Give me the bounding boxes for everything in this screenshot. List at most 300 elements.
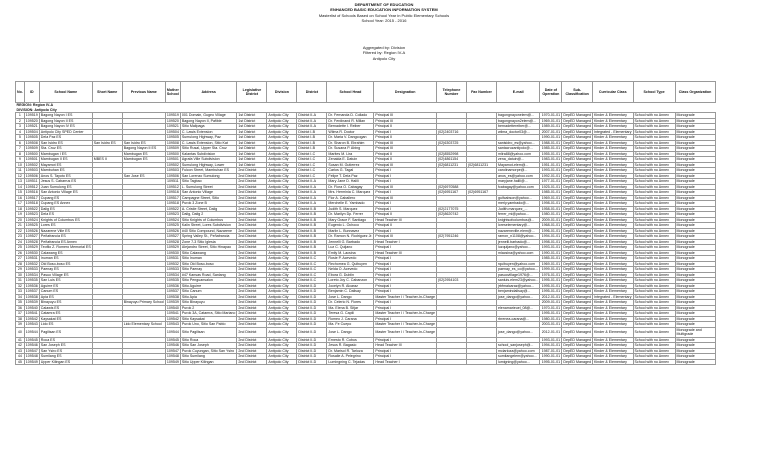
table-cell: School with no Annex (633, 354, 675, 360)
table-cell: Head Teacher I (374, 359, 437, 365)
table-cell: Principal III (374, 234, 437, 240)
table-cell: District II-C (297, 256, 327, 262)
header-line-department: DEPARTMENT OF EDUCATION (354, 2, 414, 7)
table-cell: Monograde (675, 146, 715, 152)
table-cell: 1990-01-01 (541, 250, 561, 255)
table-cell: School with no Annex (633, 272, 675, 278)
table-cell: Kinder & Elementary (592, 201, 633, 207)
table-cell: 109503 (166, 168, 179, 173)
table-cell: Integrated - Elementary (593, 129, 632, 134)
table-cell: #47 Kansas Road, Sanlang (180, 272, 237, 278)
table-cell: Monograde (675, 223, 715, 229)
table-cell: 1990-01-01 (541, 135, 561, 140)
table-cell: Sitio Rusal, Upper Sta. Cruz (180, 146, 237, 152)
table-cell: 1995-01-01 (541, 278, 561, 283)
table-cell: Sitio San Joseph (180, 343, 237, 349)
table-cell: Monograde (675, 129, 715, 135)
table-cell: Monograde (675, 245, 715, 251)
table-cell: 1980-01-01 (541, 212, 561, 217)
table-cell: Antipolo City (267, 113, 297, 119)
table-cell: Cupang ES Annex (39, 201, 92, 207)
table-header-row (16, 82, 716, 103)
table-cell: Ma. Fe Cuepo (327, 322, 374, 328)
table-cell: DepED Managed (563, 113, 591, 118)
table-cell: Kinder & Elementary (592, 354, 633, 360)
table-cell: 109520 (25, 118, 38, 123)
table-cell: merly.yambado@... (496, 201, 539, 207)
table-cell: Principal I (374, 173, 437, 179)
table-cell: Calawang ES (39, 250, 92, 256)
table-cell: 34 (16, 294, 25, 300)
table-cell: Sitio Kaysakat (180, 316, 237, 322)
table-cell: 2nd District (237, 337, 267, 343)
table-cell: (02)6811231 (466, 162, 496, 168)
table-cell: anos_es@yahoo.com (496, 173, 539, 179)
table-cell: Kinder & Elementary (592, 113, 633, 119)
table-cell: Lido ES (39, 322, 92, 328)
table-cell: Head Teacher III (374, 343, 437, 349)
table-cell: 2003-01-01 (541, 322, 561, 327)
table-cell: 23 (16, 234, 25, 240)
table-cell: Kinder & Elementary (592, 261, 633, 267)
table-cell: 2nd District (237, 195, 267, 201)
table-cell: Monograde (675, 217, 715, 223)
table-cell: Sumulong Highway, Lower (180, 162, 237, 168)
table-cell: Principal I (374, 337, 437, 343)
table-cell: District I-C (297, 151, 327, 157)
table-cell: 109532 (166, 261, 179, 266)
table-cell: School with no Annex (633, 179, 675, 185)
table-cell: 109533 (166, 267, 179, 272)
table-cell: Antipolo City (267, 245, 297, 251)
table-cell: Principal II (374, 124, 437, 130)
table-cell: luzquijano@yahoo... (496, 245, 539, 251)
table-cell: District II-D (297, 289, 327, 295)
table-cell: Antipolo City (267, 168, 297, 174)
table-row (16, 359, 716, 365)
table-cell: Purok Cuyungan, Sitio San Ysiro (180, 348, 237, 354)
table-cell: C. Lawis Extension (180, 129, 237, 135)
table-cell: School with no Annex (633, 212, 675, 218)
table-cell: 109537 (25, 289, 38, 294)
table-cell: Head Teacher I (374, 239, 437, 245)
table-cell: DepED Managed (563, 267, 591, 272)
column-header: Designation (374, 82, 437, 103)
table-cell: Kinder & Elementary (592, 316, 633, 322)
table-cell: District I-C (297, 157, 327, 163)
table-cell: 109516 (166, 190, 179, 195)
table-cell: 27 (16, 256, 25, 262)
table-cell: District II-D (297, 305, 327, 311)
table-cell: (02)8552998 (436, 151, 466, 157)
table-cell: (02)2177075 (436, 206, 466, 212)
table-cell: 2nd District (237, 239, 267, 245)
table-cell: Monograde (675, 267, 715, 273)
table-cell: Luz C. Quijano (327, 245, 374, 251)
table-cell: 109536 (166, 283, 179, 288)
table-cell: District II-C (297, 278, 327, 284)
table-cell: Monograde (675, 118, 715, 124)
table-cell: 1987-01-01 (541, 348, 561, 353)
table-cell (466, 327, 496, 337)
table-cell: Mambugan II ES (39, 157, 92, 163)
column-header: District (297, 82, 327, 103)
table-cell: 109527 (25, 234, 38, 239)
table-cell: 22 (16, 228, 25, 234)
table-cell: DepED Managed (563, 322, 591, 327)
table-cell: lumigning@yahoo... (496, 359, 539, 365)
table-cell: 109544 (24, 327, 39, 337)
table-cell: sanisidro_es@yahoo... (496, 140, 539, 146)
table-cell: Kinder & Elementary (592, 289, 633, 295)
table-cell: Antipolo City (267, 337, 297, 343)
table-cell: elenamarieuel_08@... (496, 305, 539, 311)
table-cell: District II-D (297, 300, 327, 306)
table-cell: Monograde (675, 184, 715, 190)
table-cell: Kinder & Elementary (592, 217, 633, 223)
table-cell: Dr. Marilyn Dp. Ferrer (327, 212, 374, 218)
table-cell: DepED Managed (563, 140, 591, 145)
table-cell: District II-B (297, 212, 327, 218)
table-cell: Rechomea G. Quibuyen (327, 261, 374, 267)
table-cell: 6 (16, 140, 25, 146)
table-cell: 8 (16, 151, 25, 157)
table-cell: Monograde (675, 179, 715, 185)
table-cell: 109518 (25, 201, 38, 206)
table-cell: School with no Annex (633, 300, 675, 306)
table-cell: 109530 (25, 250, 38, 255)
table-cell: 109545 (166, 337, 179, 342)
column-header: Class Organization (675, 82, 715, 103)
table-cell: Monograde (675, 300, 715, 306)
table-cell: 109543 (25, 322, 38, 327)
table-cell: 109523 (25, 212, 38, 217)
table-cell: (02)6951167 (436, 190, 466, 196)
table-cell: DepED Managed (563, 305, 591, 310)
table-cell: bernadettereiber@... (496, 124, 539, 130)
table-cell: Merchelle E. Yambado (327, 201, 374, 207)
table-cell: Sitio Roca (180, 337, 237, 343)
table-cell: 40 (16, 327, 25, 337)
table-cell: Monograde (675, 322, 715, 328)
table-cell (122, 359, 165, 365)
column-header: Short Name (92, 82, 122, 103)
table-cell: Principal I (374, 179, 437, 185)
table-cell: Kinder & Elementary (592, 173, 633, 179)
table-cell: Monograde (675, 305, 715, 311)
table-cell: Principal I (374, 261, 437, 267)
table-cell: sumilangelem@yahoo... (496, 354, 539, 360)
table-cell: District II-B (297, 223, 327, 229)
table-cell: Paenay ES (39, 267, 92, 273)
table-cell: Wilma R. Doctor (327, 129, 374, 135)
table-cell: mlira88@yahoo.com (496, 151, 539, 157)
table-cell: Sitio Paenay (180, 267, 237, 273)
table-cell (92, 327, 122, 337)
table-cell: knightsofcolumbus@... (496, 217, 539, 223)
table-cell: Antipolo City (267, 129, 297, 135)
table-cell: Antipolo City (267, 327, 297, 337)
table-cell: School with no Annex (633, 337, 675, 343)
table-cell: Antipolo City (267, 272, 297, 278)
table-cell: Knights of Columbus ES (39, 217, 92, 223)
table-cell: Monograde (675, 140, 715, 146)
table-cell: 109526 (25, 228, 38, 233)
table-cell: 2nd District (237, 245, 267, 251)
table-cell: Master Teacher I / Teacher-In-Charge (375, 322, 435, 327)
table-cell: Monograde (675, 311, 715, 317)
table-cell: 2nd District (237, 300, 267, 306)
table-cell: School with no Annex (633, 267, 675, 273)
table-cell: 2012-01-01 (540, 327, 562, 337)
column-header: ID (24, 82, 39, 103)
table-cell: 45 (16, 359, 25, 365)
table-cell: Principal I (374, 278, 437, 284)
table-cell: ramon_n1108@yahoo... (496, 234, 539, 240)
table-cell: Kinder & Elementary (592, 206, 633, 212)
table-cell: jennelli.barbado@... (496, 239, 539, 245)
table-cell: 109508 (25, 140, 38, 145)
table-cell: District II-A (297, 190, 327, 196)
table-cell: School with no Annex (633, 195, 675, 201)
table-cell: Kinder & Elementary (592, 184, 633, 190)
table-cell: 7 (16, 146, 25, 152)
table-cell: District II-D (297, 354, 327, 360)
table-cell: 2nd District (237, 322, 267, 328)
table-cell: 109539 (25, 300, 38, 305)
table-cell: #40 Sitio Compound, Nazarene (180, 228, 237, 234)
table-cell: 15 (16, 190, 25, 196)
table-cell: 32 (16, 283, 25, 289)
table-cell: mclarloza@yahoo.com (496, 348, 539, 354)
table-cell: Monograde (675, 157, 715, 163)
table-cell: 109528 (25, 239, 38, 244)
table-cell: Antipolo City SPED Center (39, 129, 92, 135)
table-cell: Principal I (374, 228, 437, 234)
table-cell: 109504 (166, 129, 179, 134)
table-cell: Kinder & Elementary (592, 348, 633, 354)
table-cell (122, 327, 165, 337)
table-cell: Bernadette I. Reiber (327, 124, 374, 130)
table-cell: Principal I (374, 305, 437, 311)
table-cell: Monograde (675, 239, 715, 245)
table-cell: Head Teacher III (374, 250, 437, 256)
table-cell: Principal III (374, 162, 437, 168)
table-cell: 1998-01-01 (541, 201, 561, 206)
table-cell: Antipolo City (267, 256, 297, 262)
table-cell: Bagong Nayon II, Pafible (180, 118, 237, 124)
table-cell: (02)6811231 (436, 162, 466, 168)
table-cell: DepED Managed (563, 300, 591, 305)
table-cell: Calawis ES (39, 305, 92, 311)
table-cell: Rosie P. Acevedo (327, 256, 374, 262)
table-cell: Antipolo City (267, 206, 297, 212)
table-cell: 2nd District (237, 190, 267, 196)
column-header: Curricular Class (592, 82, 633, 103)
table-cell: Monograde (675, 228, 715, 234)
table-cell: Dr. Flora O. Cabagay (327, 184, 374, 190)
table-cell: Flor A. Caballero (327, 195, 374, 201)
table-cell: 109540 (25, 305, 38, 310)
table-cell: 30 (16, 272, 25, 278)
table-cell: District II-D (297, 322, 327, 328)
table-cell: School with no Annex (633, 256, 675, 262)
table-cell: Integrated - Elementary (593, 294, 632, 299)
table-cell: 109501 (166, 157, 179, 162)
table-cell: (02)4861154 (436, 157, 466, 163)
table-cell: Monograde (675, 294, 715, 300)
table-cell: Bagong Nayon IV ES (39, 124, 92, 130)
table-cell: Bagong Nayon II ES (39, 118, 92, 124)
table-cell: DepED Managed (563, 168, 591, 173)
table-cell: DepED Managed (563, 129, 591, 134)
table-cell: Sumilang ES (39, 354, 92, 360)
table-cell: (02)6951167 (466, 190, 496, 196)
table-cell: DepED Managed (563, 348, 591, 353)
table-cell: Antipolo City (267, 118, 297, 124)
table-cell: Dalig ES (39, 206, 92, 212)
table-cell: 33 (16, 289, 25, 295)
table-cell: 24 (16, 239, 25, 245)
table-cell: Purok 3A, Catamra, Sitio Mariano (181, 311, 236, 316)
table-cell: sanluis.elem23@yahoo... (497, 278, 539, 283)
table-cell: 10 (16, 162, 25, 168)
table-cell: Principal I (374, 256, 437, 262)
table-cell: 109512 (25, 184, 38, 189)
division-label: DIVISION: Antipolo City (16, 107, 57, 112)
table-cell: santacruzantipolo@... (496, 146, 539, 152)
table-cell: 1st District (237, 124, 267, 130)
table-cell: Principal I (374, 283, 437, 289)
table-cell: School with no Annex (633, 316, 675, 322)
table-cell: Monograde (675, 283, 715, 289)
table-cell: School with no Annex (633, 190, 675, 196)
table-cell: Apia ES (39, 294, 92, 300)
table-cell: DepED Managed (563, 239, 591, 244)
table-cell: Antipolo City (267, 195, 297, 201)
table-cell: Principal II (374, 212, 437, 218)
table-cell: 16 (16, 195, 25, 201)
table-cell: Kinder & Elementary (592, 283, 633, 289)
table-cell: 109500 (25, 151, 38, 156)
table-cell: 21 (16, 223, 25, 229)
table-cell: Principal I (374, 206, 437, 212)
table-cell: District I-B (297, 135, 327, 141)
table-cell: 109516 (25, 190, 38, 195)
table-cell: School with no Annex (633, 239, 675, 245)
table-cell: Dela Paz ES (39, 135, 92, 141)
table-cell: Dr. Ramon N. Rodriguez Jr. (328, 234, 373, 239)
table-cell: 2nd District (237, 212, 267, 218)
table-cell: Antipolo City (267, 267, 297, 273)
table-cell: School with no Annex (633, 113, 675, 119)
table-cell: Jennelli G. Barbado (327, 239, 374, 245)
table-cell: 1989-01-01 (541, 124, 561, 129)
table-cell: District I-C (297, 173, 327, 179)
table-cell: Sitio Calawang (180, 250, 237, 256)
aggregated-by: Aggregated by: Division (362, 45, 406, 50)
table-cell: Kinder & Elementary (592, 239, 633, 245)
table-cell: District II-D (297, 343, 327, 349)
table-cell: DepED Managed (563, 124, 591, 129)
table-cell: San Joseph ES (39, 343, 92, 349)
table-cell: 1st District (237, 146, 267, 152)
table-cell: DepED Managed (563, 261, 591, 266)
table-cell: Kinder & Elementary (592, 223, 633, 229)
column-header: Division (267, 82, 297, 103)
table-cell: Ma. Elena B. Sitjar (327, 305, 374, 311)
table-cell: 2nd District (237, 327, 267, 337)
table-cell: 2nd District (237, 311, 267, 317)
table-cell: Monograde (675, 256, 715, 262)
table-cell: District II-D (297, 283, 327, 289)
table-cell: District II-B (297, 234, 327, 240)
table-cell: School with no Annex (633, 234, 675, 240)
column-header: Sub-Classification (562, 82, 593, 103)
filter-division: Antipolo City (372, 55, 396, 61)
table-cell: Eugenio L. Ochoco (327, 223, 374, 229)
table-cell: San Isidro ES (92, 140, 122, 146)
table-cell: 109524 (166, 217, 179, 222)
table-cell: 109546 (166, 343, 179, 348)
table-cell: Monograde (675, 343, 715, 349)
table-cell: zena_datuin@... (496, 157, 539, 163)
table-cell: Antipolo City (267, 140, 297, 146)
table-cell: School with no Annex (633, 294, 675, 300)
table-cell: Kinder & Elementary (592, 135, 633, 141)
table-cell: Monograde (675, 359, 715, 365)
table-cell: 109527 (166, 234, 179, 239)
table-cell: Monograde (675, 190, 715, 196)
table-cell: DepED Managed (563, 151, 591, 156)
table-cell: School with no Annex (633, 140, 675, 146)
table-cell: Kinder & Elementary (592, 118, 633, 124)
table-cell: 109506 (166, 173, 179, 178)
table-cell: 1970-01-01 (541, 113, 561, 118)
table-cell: School with no Annex (633, 348, 675, 354)
table-cell: Emily M. Lacsina (327, 250, 374, 256)
table-cell: DepED Managed (563, 289, 591, 294)
header-line-title: Masterlist of Schools Based on School Year in Public Elementary Schools (318, 12, 450, 18)
column-header: No. (16, 82, 25, 103)
table-cell: 36 (16, 305, 25, 311)
table-cell: DepED Managed (563, 354, 591, 359)
table-cell: Dr. Sharon B. Ebrahim (327, 140, 374, 146)
table-cell: 109500 (166, 151, 179, 156)
table-cell: DepED Managed (563, 272, 591, 277)
table-cell: Principal I (374, 300, 437, 306)
table-cell: 2nd District (237, 294, 267, 300)
table-cell: Principal II (374, 223, 437, 229)
table-cell: 25 (16, 245, 25, 251)
table-cell: Agrafa Ville Subdivision (180, 157, 237, 163)
table-cell: School with no Annex (633, 118, 675, 124)
table-cell: 2nd District (237, 179, 267, 185)
table-cell: 17 (16, 201, 25, 207)
table-cell: Antipolo City (267, 124, 297, 130)
table-cell: 1998-01-01 (541, 239, 561, 244)
table-cell: 109549 (166, 359, 179, 364)
table-cell: 109530 (166, 250, 179, 255)
table-cell: 109517 (166, 195, 179, 200)
table-cell: gulfcabson@yahoo... (496, 195, 539, 201)
table-cell: 109534 (25, 272, 38, 277)
table-cell: 4 (16, 129, 25, 135)
table-cell (92, 359, 122, 365)
table-cell: carolinamorpe@... (496, 168, 539, 174)
table-cell: 28 (16, 261, 25, 267)
table-cell: District II-A (297, 124, 327, 130)
